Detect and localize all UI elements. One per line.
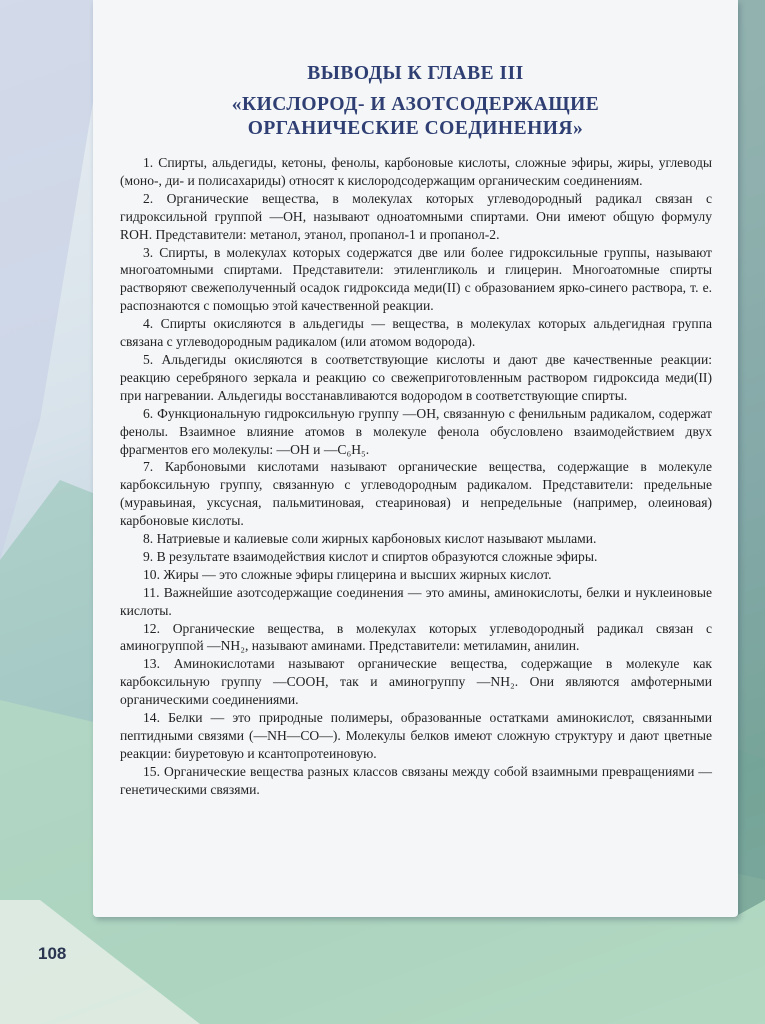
title-line-3: ОРГАНИЧЕСКИЕ СОЕДИНЕНИЯ» (247, 118, 584, 139)
chapter-summary-heading (93, 58, 738, 144)
paragraph-7: 7. Карбоновыми кислотами называют органические вещества, содержащие в молекуле карбоксильную группу, связанную с углеводородным радикалом. Представители: предельные (муравьиная, уксусная, пальмитиновая, стеариновая) и непредельные (например, олеиновая) карбоновые кислоты. (120, 459, 712, 529)
paragraph-5: 5. Альдегиды окисляются в соответствующие кислоты и дают две качественные реакции: реакцию серебряного зеркала и реакцию со свежеприготовленным раствором гидроксида меди(II) при нагревании. Альдегиды восстанавливаются водородом в соответствующие спирты. (120, 351, 712, 403)
page-number: 108 (38, 944, 67, 963)
paragraph-15: 15. Органические вещества разных классов связаны между собой взаимными превращениями — генетическими связями. (120, 763, 712, 797)
paragraph-8: 8. Натриевые и калиевые соли жирных карбоновых кислот называют мылами. (143, 531, 597, 547)
paragraph-13: 13. Аминокислотами называют органические вещества, содержащие в молекуле как карбоксильную группу —COOH, так и аминогруппу —NH₂. Они являются амфотерными органическими соединениями. (120, 656, 712, 708)
title-line-1: ВЫВОДЫ К ГЛАВЕ III (307, 63, 524, 84)
paragraph-11: 11. Важнейшие азотсодержащие соединения — это амины, аминокислоты, белки и нуклеиновые кислоты. (120, 584, 712, 618)
summary-page (93, 0, 738, 917)
paragraph-2: 2. Органические вещества, в молекулах которых углеводородный радикал связан с гидроксильной группой —ОН, называют одноатомными спиртами. Они имеют общую формулу ROH. Представители: метанол, этанол, пропанол-1 и пропанол-2. (120, 190, 712, 242)
paragraph-9: 9. В результате взаимодействия кислот и спиртов образуются сложные эфиры. (143, 548, 598, 564)
title-line-2: «КИСЛОРОД- И АЗОТСОДЕРЖАЩИЕ (231, 94, 600, 115)
paragraph-4: 4. Спирты окисляются в альдегиды — вещества, в молекулах которых альдегидная группа связана с углеводородным радикалом (или атомом водорода). (120, 316, 712, 350)
summary-text (120, 154, 712, 799)
paragraph-6: 6. Функциональную гидроксильную группу —ОН, связанную с фенильным радикалом, содержат фенолы. Взаимное влияние атомов в молекуле фенола обусловлено взаимодействием двух фрагментов его молекулы: —ОН и —C₆H₅. (120, 405, 712, 457)
paragraph-3: 3. Спирты, в молекулах которых содержатся две или более гидроксильные группы, называют многоатомными спиртами. Представители: этиленгликоль и глицерин. Многоатомные спирты растворяют свежеполученный осадок гидроксида меди(II) с образованием ярко-синего раствора, т. е. распознаются с помощью этой качественной реакции. (120, 244, 712, 314)
paragraph-12: 12. Органические вещества, в молекулах которых углеводородный радикал связан с аминогруппой —NH₂, называют аминами. Представители: метиламин, анилин. (120, 620, 712, 654)
paragraph-14: 14. Белки — это природные полимеры, образованные остатками аминокислот, связанными пептидными связями (—NH—CO—). Молекулы белков имеют сложную структуру и дают цветные реакции: биуретовую и ксантопротеиновую. (120, 710, 712, 761)
paragraph-1: 1. Спирты, альдегиды, кетоны, фенолы, карбоновые кислоты, сложные эфиры, жиры, углеводы (моно-, ди- и полисахариды) относят к кислородсодержащим органическим соединениям. (120, 155, 712, 188)
paragraph-10: 10. Жиры — это сложные эфиры глицерина и высших жирных кислот. (143, 566, 552, 582)
